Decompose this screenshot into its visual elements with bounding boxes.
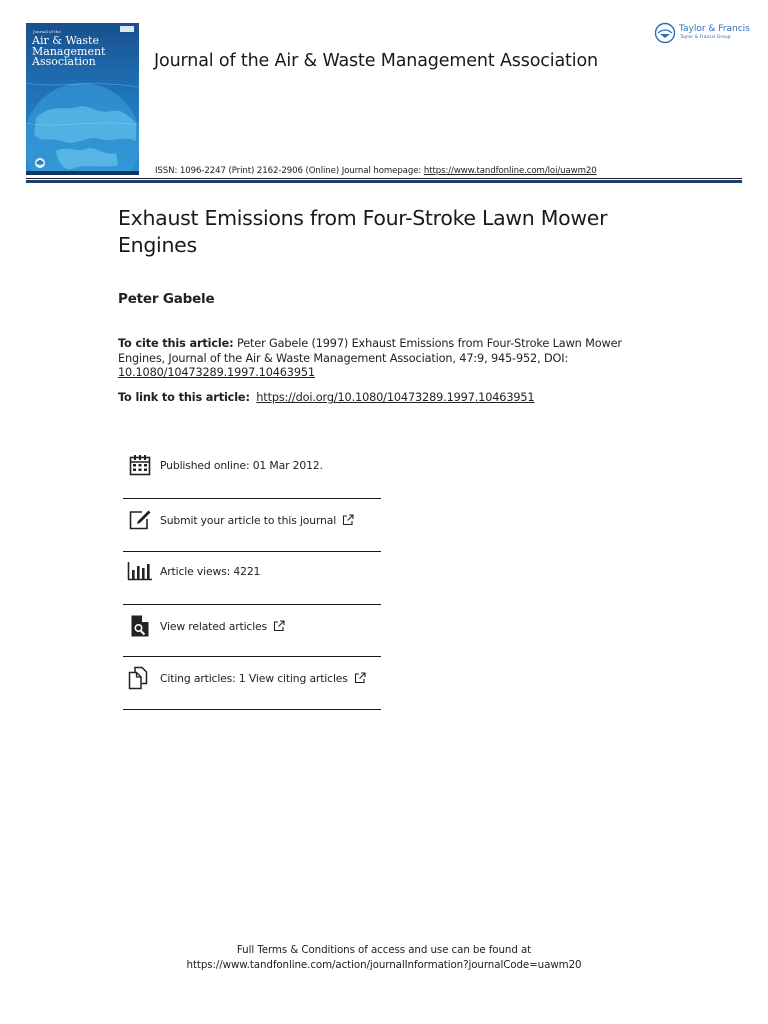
submit-article-link[interactable]: Submit your article to this journal — [160, 513, 337, 527]
external-link-icon[interactable] — [342, 514, 354, 526]
cite-label: To cite this article: — [118, 337, 234, 350]
article-views-label: Article views: 4221 — [160, 564, 261, 578]
cite-doi-link[interactable]: 10.1080/10473289.1997.10463951 — [118, 366, 315, 379]
terms-link[interactable]: https://www.tandfonline.com/action/journalInformation?journalCode=uawm20 — [186, 958, 582, 971]
external-link-icon[interactable] — [273, 620, 285, 632]
cover-title — [32, 36, 136, 68]
info-divider — [123, 656, 381, 657]
header-divider-thin — [26, 178, 742, 179]
footer-text: Full Terms & Conditions of access and use can be found at — [236, 944, 532, 956]
cover-title-line: Association — [32, 55, 96, 68]
related-articles-item[interactable] — [123, 616, 381, 636]
cite-text: Peter Gabele (1997) Exhaust Emissions from Four-Stroke Lawn Mower Engines, Journal of the Air & Waste Management Association, 47:9, 945-952, DOI: — [118, 337, 622, 365]
article-views-item — [123, 561, 381, 581]
header-divider — [26, 180, 742, 183]
citing-documents-icon — [127, 666, 153, 690]
publisher-group: Taylor & Francis Group — [680, 35, 731, 40]
edit-icon — [127, 508, 153, 532]
taylor-francis-logo-icon[interactable] — [654, 22, 676, 48]
author-name: Peter Gabele — [118, 291, 215, 307]
article-link-block — [118, 391, 534, 404]
issn-text: ISSN: 1096-2247 (Print) 2162-2906 (Online) Journal homepage: — [155, 166, 424, 176]
citing-articles-item[interactable] — [123, 668, 381, 688]
journal-homepage-link[interactable]: https://www.tandfonline.com/loi/uawm20 — [423, 166, 597, 176]
article-title: Exhaust Emissions from Four-Stroke Lawn Mower Engines — [118, 206, 608, 257]
issn-line — [155, 166, 597, 176]
external-link-icon[interactable] — [354, 672, 366, 684]
related-articles-link[interactable]: View related articles — [160, 619, 268, 633]
cover-badge — [120, 26, 134, 32]
cover-title-line: Air & Waste — [32, 34, 99, 47]
search-document-icon — [127, 614, 153, 638]
info-divider — [123, 551, 381, 552]
cover-small-text: Journal of the — [33, 29, 61, 34]
cover-title-line: Management — [32, 44, 106, 58]
citing-articles-link[interactable]: Citing articles: 1 View citing articles — [160, 671, 348, 685]
terms-footer — [0, 943, 768, 972]
link-label: To link to this article: — [118, 391, 250, 404]
publisher-name[interactable]: Taylor & Francis — [679, 24, 750, 34]
bar-chart-icon — [127, 559, 153, 583]
published-online-item — [123, 455, 381, 475]
published-online-label: Published online: 01 Mar 2012. — [160, 458, 323, 472]
journal-cover — [26, 23, 139, 175]
citation-block — [118, 337, 638, 381]
article-doi-link[interactable]: https://doi.org/10.1080/10473289.1997.10463951 — [256, 391, 535, 404]
info-divider — [123, 604, 381, 605]
info-divider — [123, 709, 381, 710]
info-divider — [123, 498, 381, 499]
journal-title: Journal of the Air & Waste Management Association — [154, 51, 598, 71]
calendar-icon — [127, 453, 153, 477]
submit-article-item[interactable] — [123, 510, 381, 530]
